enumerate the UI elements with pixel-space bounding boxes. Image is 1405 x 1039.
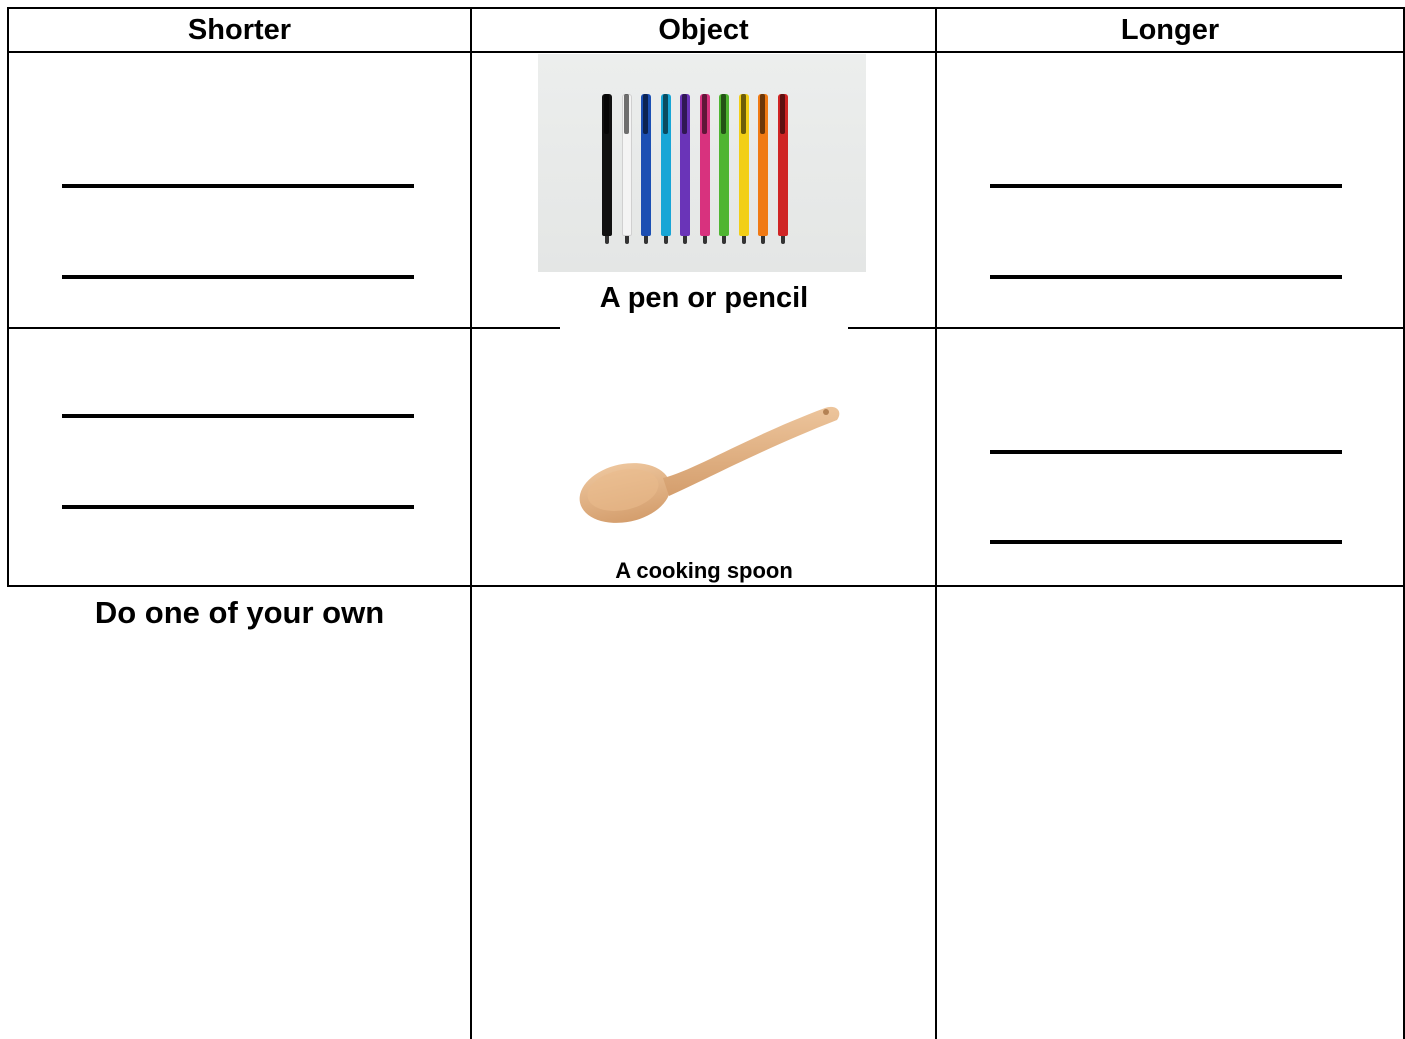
header-longer: Longer xyxy=(1120,14,1220,46)
pen-icon xyxy=(602,94,612,236)
object-caption-pen: A pen or pencil xyxy=(599,282,809,314)
shorter-answer-line-3[interactable] xyxy=(62,414,414,418)
pen-icon xyxy=(680,94,690,236)
pen-icon xyxy=(739,94,749,236)
longer-answer-line-3[interactable] xyxy=(990,450,1342,454)
longer-answer-line-1[interactable] xyxy=(990,184,1342,188)
own-object-cell[interactable] xyxy=(472,587,935,1039)
wooden-spoon-photo xyxy=(575,398,847,534)
colored-pens-photo xyxy=(538,54,866,272)
header-shorter: Shorter xyxy=(187,14,292,46)
own-longer-cell[interactable] xyxy=(937,587,1403,1039)
pen-icon xyxy=(758,94,768,236)
row-1-divider-left xyxy=(7,327,560,329)
pen-icon xyxy=(719,94,729,236)
pen-icon xyxy=(622,94,632,236)
spoon-icon xyxy=(575,398,847,534)
pen-icon xyxy=(641,94,651,236)
do-your-own-prompt: Do one of your own xyxy=(94,595,385,630)
longer-answer-line-2[interactable] xyxy=(990,275,1342,279)
header-object: Object xyxy=(658,14,749,46)
object-caption-spoon: A cooking spoon xyxy=(615,558,793,583)
shorter-answer-line-2[interactable] xyxy=(62,275,414,279)
own-shorter-cell[interactable] xyxy=(9,640,470,1039)
shorter-answer-line-1[interactable] xyxy=(62,184,414,188)
pen-icon xyxy=(661,94,671,236)
pen-icon xyxy=(778,94,788,236)
pen-icon xyxy=(700,94,710,236)
row-1-divider-right xyxy=(848,327,1405,329)
shorter-answer-line-4[interactable] xyxy=(62,505,414,509)
longer-answer-line-4[interactable] xyxy=(990,540,1342,544)
table-border-left xyxy=(7,7,9,587)
